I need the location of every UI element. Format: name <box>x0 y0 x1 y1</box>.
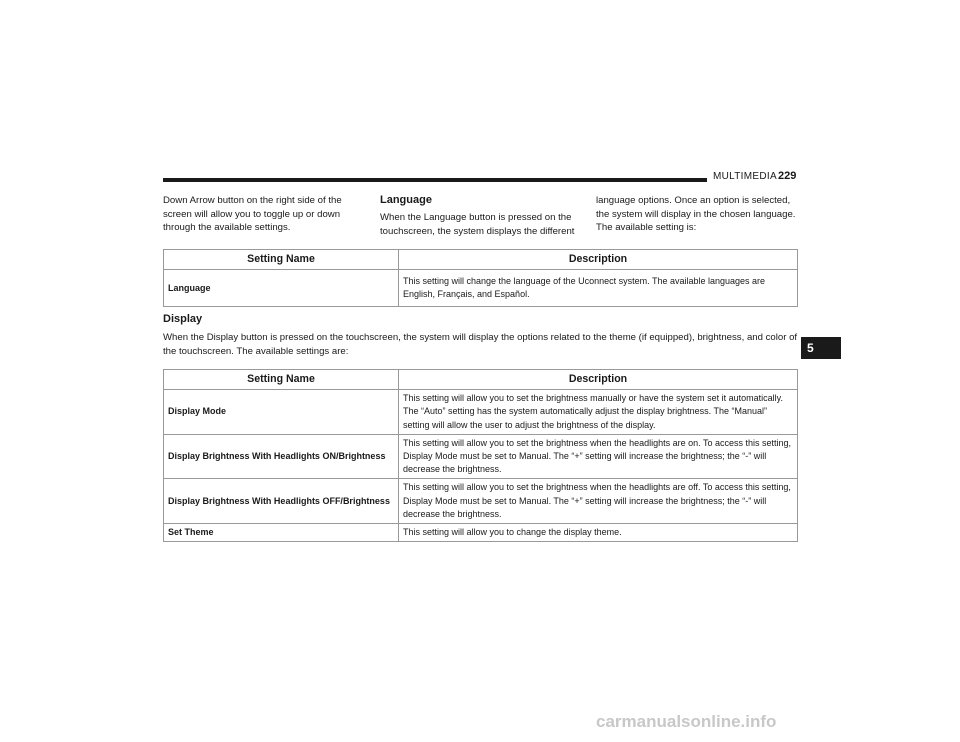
table-header-row <box>164 250 798 270</box>
setting-name: Display Mode <box>164 390 399 435</box>
setting-description: This setting will allow you to set the brightness when the headlights are on. To access this setting, Display Mode must be set to Manual. The “+” setting will increase the brightness; the “-” will decrease the brightness. <box>399 434 798 479</box>
section-title: MULTIMEDIA <box>713 171 777 182</box>
intro-column-1: Down Arrow button on the right side of the screen will allow you to toggle up or down through the available settings. <box>163 195 342 234</box>
column-header-description: Description <box>399 250 798 270</box>
table-row <box>164 434 798 479</box>
table-header-row <box>164 370 798 390</box>
watermark: carmanualsonline.info <box>596 712 777 731</box>
setting-name: Language <box>164 270 399 307</box>
table-row <box>164 270 798 307</box>
column-header-description: Description <box>399 370 798 390</box>
setting-name: Display Brightness With Headlights OFF/Brightness <box>164 479 399 524</box>
table-row <box>164 390 798 435</box>
table-row <box>164 524 798 542</box>
column-header-setting-name: Setting Name <box>164 370 399 390</box>
setting-description: This setting will allow you to set the brightness manually or have the system set it automatically. The “Auto” setting has the system automatically adjust the display brightness. The “Manual” setting will allow the user to adjust the brightness of the display. <box>399 390 798 435</box>
setting-name: Set Theme <box>164 524 399 542</box>
display-paragraph: When the Display button is pressed on the touchscreen, the system will display the options related to the theme (if equipped), brightness, and color of the touchscreen. The available settings are: <box>163 332 798 357</box>
intro-column-3: language options. Once an option is selected, the system will display in the chosen language. The available setting is: <box>596 195 796 234</box>
display-heading: Display <box>163 313 203 325</box>
setting-description: This setting will change the language of the Uconnect system. The available languages are English, Français, and Español. <box>399 270 798 307</box>
header-rule <box>163 178 707 182</box>
page-number: 229 <box>778 170 797 182</box>
chapter-tab: 5 <box>801 337 841 359</box>
language-heading: Language <box>380 194 432 206</box>
column-header-setting-name: Setting Name <box>164 250 399 270</box>
language-settings-table <box>163 249 798 307</box>
setting-name: Display Brightness With Headlights ON/Brightness <box>164 434 399 479</box>
intro-column-2: When the Language button is pressed on the touchscreen, the system displays the different <box>380 212 575 237</box>
setting-description: This setting will allow you to set the brightness when the headlights are off. To access this setting, Display Mode must be set to Manual. The “+” setting will increase the brightness; the “-” will decrease the brightness. <box>399 479 798 524</box>
setting-description: This setting will allow you to change the display theme. <box>399 524 798 542</box>
table-row <box>164 479 798 524</box>
display-settings-table <box>163 369 798 542</box>
